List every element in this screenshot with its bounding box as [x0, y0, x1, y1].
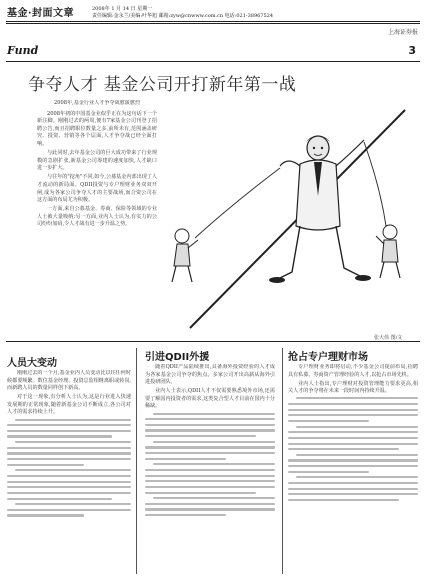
header-rule-thin [6, 23, 420, 24]
masthead: 基金·封面文章 [7, 8, 74, 19]
tug-of-war-illustration [150, 96, 418, 330]
date-line: 2008年 1 月 14 日 星期一 [92, 6, 153, 12]
section-1-paragraph: 对于这一现象,有分析人士认为,这是行业进入快速发展期的正常现象,随着新基金公司不断成立,各公司对人才的需求持续上升。 [7, 394, 131, 416]
column-separator [282, 348, 283, 574]
section-3-subhead: 抢占专户理财市场 [288, 352, 368, 363]
section-1-body [7, 370, 131, 570]
headline: 争夺人才 基金公司开打新年第一战 [28, 75, 297, 95]
article-paragraph: 一方面,来自公募基金、券商、保险等领域的专业人士被大量吸纳;另一方面,业内人士认为,有实力的公司纷纷加码,令人才战有进一步升温之势。 [37, 206, 157, 228]
article-paragraph: 与往年的"挖角"不同,如今,公募基金内部出现了人才流动的新局面。QDII投资与专户理财业务双双开闸,成为各家公司争夺人才的主要战场,而合资公司在这方面的布局尤为积极。 [37, 174, 157, 204]
illustration-main-figure [269, 136, 371, 283]
illustration-right-figure [376, 225, 400, 278]
editor-line: 责任编辑:金永兰/美编:叶华旭 邮箱:zyw@cnwww.com.cn 电话:021-38967524 [92, 13, 274, 19]
section-1-subhead: 人员大变动 [7, 358, 57, 369]
illustration-caption: 张大伟 图/文 [374, 335, 403, 341]
illustration-left-figure [172, 229, 198, 282]
illustration-rope-right [364, 142, 386, 226]
main-article-body [37, 100, 157, 338]
section-2-subhead: 引进QDII外援 [145, 352, 210, 363]
section-3-continued-text [288, 397, 418, 501]
section-2-continued-text [145, 413, 275, 517]
article-lead: 2008年,基金行业人才争夺战愈演愈烈 [54, 100, 140, 106]
newspaper-brand: 上海证券报 [387, 29, 418, 36]
article-paragraph: 与此同时,去年基金公司的巨大成功带来了行业规模的急剧扩张,新基金公司筹建的速度加快,人才缺口进一步扩大。 [37, 150, 157, 172]
section-2-paragraph: 业内人士表示,QDII人才不仅需要熟悉境外市场,还需要了解国内投资者的需求,这类复合型人才目前在国内十分稀缺。 [145, 388, 275, 410]
header-rule [6, 21, 420, 22]
section-3-paragraph: 专户理财业务即将启动,不少基金公司提前布局,招聘具有私募、券商资产管理经验的人才,以抢占市场先机。 [288, 364, 418, 378]
page-number: 3 [408, 44, 416, 57]
lower-section-rule [6, 341, 420, 342]
section-1-paragraph: 刚刚过去的一个月,基金业内人员变动比以往任何时候都要频繁。数位基金经理、投资总监相继离职或转岗,而新聘人员的数量同样创下新高。 [7, 370, 131, 392]
section-2-paragraph: 随着QDII产品陆续推出,具备海外投资经验的人才成为各家基金公司争夺的焦点。多家公司开出高薪从海外引进投研团队。 [145, 364, 275, 386]
section-1-continued-text [7, 419, 131, 517]
section-3-paragraph: 业内人士指出,专户理财对投资管理能力要求更高,相关人才的争夺将在未来一段时间内持续升温。 [288, 380, 418, 395]
article-paragraph: 2008年初的中国基金业似乎正在为这句话下一个新注脚。刚刚过去的两周,便有7家基金公司刊登了招聘公告,而且招聘职位数量之多,前所未有,范围涵盖研究、投资、营销等各个层面,人才争夺战已经全面打响。 [37, 110, 157, 147]
column-separator [136, 348, 137, 574]
illustration-rope-left [195, 168, 280, 238]
section-title: Fund [7, 44, 39, 57]
section-3-body [288, 364, 418, 570]
section-rule [6, 61, 420, 62]
section-2-body [145, 364, 275, 570]
